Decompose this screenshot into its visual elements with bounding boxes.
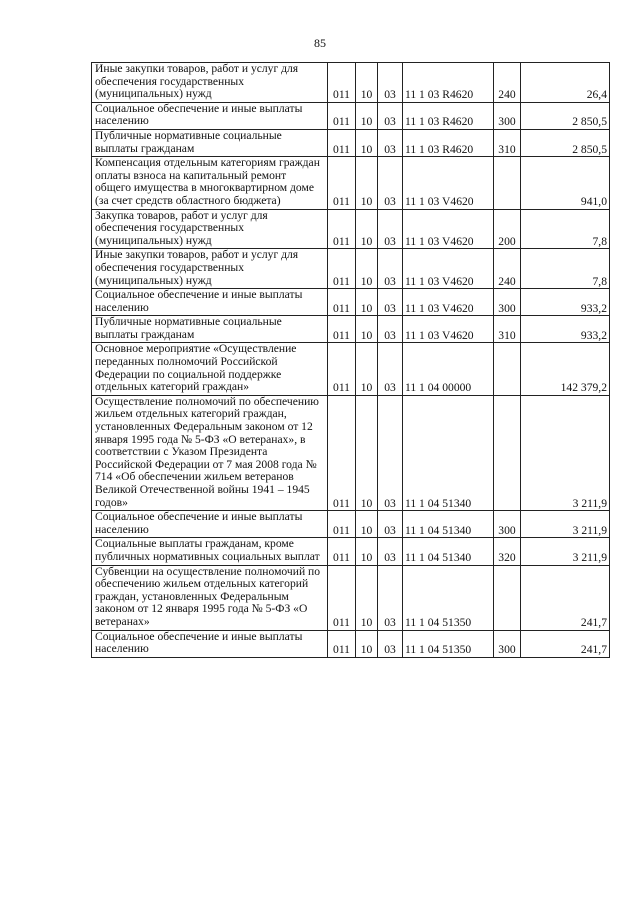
section-code: 10: [356, 630, 378, 657]
table-row: [92, 102, 610, 129]
target-article-code: 11 1 04 51350: [403, 630, 494, 657]
section-code: 10: [356, 289, 378, 316]
subsection-code: 03: [378, 249, 403, 289]
amount-value: 941,0: [521, 157, 610, 209]
target-article-code: 11 1 03 V4620: [403, 249, 494, 289]
subsection-code: 03: [378, 289, 403, 316]
subsection-code: 03: [378, 630, 403, 657]
row-name: Социальное обеспечение и иные выплаты населению: [92, 289, 328, 316]
row-name: Осуществление полномочий по обеспечению жильем отдельных категорий граждан, установленных Федеральным законом от 12 января 1995 года № 5-ФЗ «О ветеранах», в соответствии с Указом Президента Российской Федерации от 7 мая 2008 года № 714 «Об обеспечении жильем ветеранов Великой Отечественной войны 1941 – 1945 годов»: [92, 395, 328, 510]
subsection-code: 03: [378, 316, 403, 343]
expense-type-code: [494, 565, 521, 630]
amount-value: 241,7: [521, 630, 610, 657]
row-name: Основное мероприятие «Осуществление переданных полномочий Российской Федерации по социальной поддержке отдельных категорий граждан»: [92, 343, 328, 395]
table-row: [92, 538, 610, 565]
ministry-code: 011: [328, 129, 356, 156]
amount-value: 933,2: [521, 289, 610, 316]
target-article-code: 11 1 03 R4620: [403, 102, 494, 129]
target-article-code: 11 1 03 V4620: [403, 209, 494, 249]
ministry-code: 011: [328, 316, 356, 343]
amount-value: 3 211,9: [521, 511, 610, 538]
row-name: Иные закупки товаров, работ и услуг для обеспечения государственных (муниципальных) нужд: [92, 63, 328, 103]
ministry-code: 011: [328, 157, 356, 209]
amount-value: 3 211,9: [521, 395, 610, 510]
table-row: [92, 209, 610, 249]
ministry-code: 011: [328, 395, 356, 510]
amount-value: 26,4: [521, 63, 610, 103]
row-name: Субвенции на осуществление полномочий по обеспечению жильем отдельных категорий граждан, установленных Федеральным законом от 12 января 1995 года № 5-ФЗ «О ветеранах»: [92, 565, 328, 630]
section-code: 10: [356, 538, 378, 565]
target-article-code: 11 1 03 V4620: [403, 289, 494, 316]
expense-type-code: [494, 343, 521, 395]
expense-type-code: 240: [494, 63, 521, 103]
target-article-code: 11 1 03 V4620: [403, 157, 494, 209]
expense-type-code: 300: [494, 289, 521, 316]
subsection-code: 03: [378, 209, 403, 249]
row-name: Социальное обеспечение и иные выплаты населению: [92, 630, 328, 657]
expense-type-code: 310: [494, 129, 521, 156]
row-name: Социальные выплаты гражданам, кроме публичных нормативных социальных выплат: [92, 538, 328, 565]
section-code: 10: [356, 63, 378, 103]
row-name: Компенсация отдельным категориям граждан оплаты взноса на капитальный ремонт общего имущества в многоквартирном доме (за счет средств областного бюджета): [92, 157, 328, 209]
subsection-code: 03: [378, 538, 403, 565]
subsection-code: 03: [378, 511, 403, 538]
subsection-code: 03: [378, 102, 403, 129]
expense-type-code: 300: [494, 102, 521, 129]
table-row: [92, 343, 610, 395]
section-code: 10: [356, 209, 378, 249]
table-row: [92, 249, 610, 289]
amount-value: 7,8: [521, 209, 610, 249]
target-article-code: 11 1 04 51340: [403, 395, 494, 510]
table-row: [92, 157, 610, 209]
table-row: [92, 129, 610, 156]
expense-type-code: 200: [494, 209, 521, 249]
amount-value: 933,2: [521, 316, 610, 343]
target-article-code: 11 1 04 51350: [403, 565, 494, 630]
ministry-code: 011: [328, 630, 356, 657]
subsection-code: 03: [378, 395, 403, 510]
subsection-code: 03: [378, 343, 403, 395]
ministry-code: 011: [328, 249, 356, 289]
section-code: 10: [356, 249, 378, 289]
target-article-code: 11 1 04 00000: [403, 343, 494, 395]
expense-type-code: 240: [494, 249, 521, 289]
target-article-code: 11 1 03 V4620: [403, 316, 494, 343]
section-code: 10: [356, 565, 378, 630]
expense-type-code: 320: [494, 538, 521, 565]
target-article-code: 11 1 04 51340: [403, 511, 494, 538]
section-code: 10: [356, 511, 378, 538]
ministry-code: 011: [328, 289, 356, 316]
target-article-code: 11 1 04 51340: [403, 538, 494, 565]
amount-value: 3 211,9: [521, 538, 610, 565]
budget-table: [91, 62, 610, 658]
expense-type-code: [494, 157, 521, 209]
target-article-code: 11 1 03 R4620: [403, 129, 494, 156]
amount-value: 241,7: [521, 565, 610, 630]
ministry-code: 011: [328, 565, 356, 630]
table-row: [92, 565, 610, 630]
subsection-code: 03: [378, 565, 403, 630]
amount-value: 2 850,5: [521, 129, 610, 156]
expense-type-code: 300: [494, 511, 521, 538]
amount-value: 142 379,2: [521, 343, 610, 395]
target-article-code: 11 1 03 R4620: [403, 63, 494, 103]
section-code: 10: [356, 395, 378, 510]
row-name: Публичные нормативные социальные выплаты гражданам: [92, 129, 328, 156]
subsection-code: 03: [378, 63, 403, 103]
row-name: Социальное обеспечение и иные выплаты населению: [92, 511, 328, 538]
subsection-code: 03: [378, 157, 403, 209]
ministry-code: 011: [328, 209, 356, 249]
ministry-code: 011: [328, 102, 356, 129]
row-name: Иные закупки товаров, работ и услуг для обеспечения государственных (муниципальных) нужд: [92, 249, 328, 289]
table-row: [92, 630, 610, 657]
expense-type-code: 300: [494, 630, 521, 657]
amount-value: 2 850,5: [521, 102, 610, 129]
subsection-code: 03: [378, 129, 403, 156]
page-number: 85: [314, 36, 326, 50]
expense-type-code: 310: [494, 316, 521, 343]
table-row: [92, 289, 610, 316]
ministry-code: 011: [328, 511, 356, 538]
section-code: 10: [356, 157, 378, 209]
ministry-code: 011: [328, 538, 356, 565]
table-row: [92, 63, 610, 103]
section-code: 10: [356, 316, 378, 343]
section-code: 10: [356, 129, 378, 156]
amount-value: 7,8: [521, 249, 610, 289]
ministry-code: 011: [328, 63, 356, 103]
row-name: Социальное обеспечение и иные выплаты населению: [92, 102, 328, 129]
ministry-code: 011: [328, 343, 356, 395]
row-name: Публичные нормативные социальные выплаты гражданам: [92, 316, 328, 343]
section-code: 10: [356, 102, 378, 129]
table-row: [92, 511, 610, 538]
expense-type-code: [494, 395, 521, 510]
section-code: 10: [356, 343, 378, 395]
table-row: [92, 395, 610, 510]
row-name: Закупка товаров, работ и услуг для обеспечения государственных (муниципальных) нужд: [92, 209, 328, 249]
table-row: [92, 316, 610, 343]
table-body: [92, 63, 610, 658]
